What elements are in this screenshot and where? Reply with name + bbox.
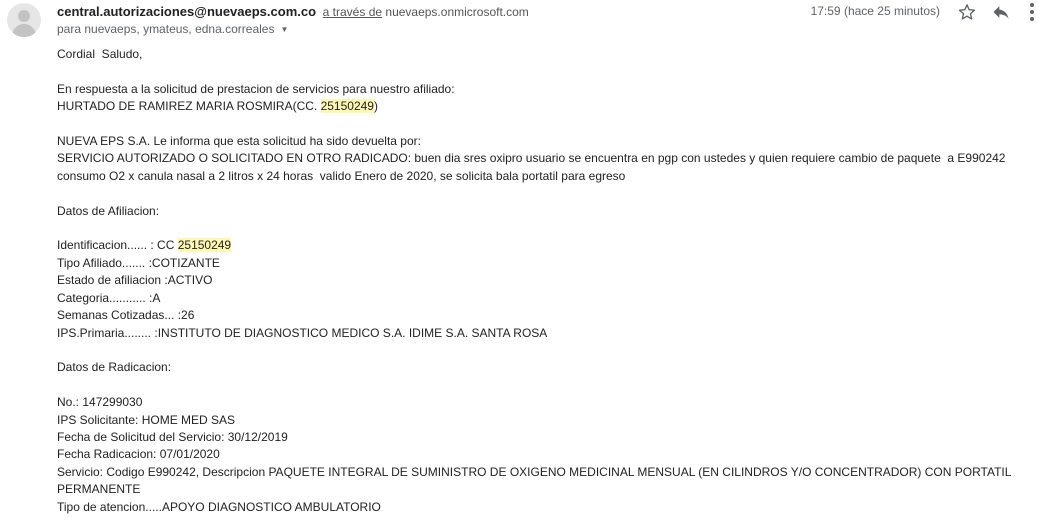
- affiliate-id-highlight[interactable]: 25150249: [320, 99, 374, 114]
- message-body: [57, 46, 1011, 516]
- avatar-head: [18, 10, 30, 22]
- affiliate-line: [57, 98, 1011, 115]
- greeting: Cordial Saludo,: [57, 47, 143, 61]
- semanas-cotizadas: Semanas Cotizadas... :26: [57, 308, 195, 323]
- via-info: [323, 5, 529, 19]
- servicio-text-2: PERMANENTE: [57, 482, 141, 497]
- chevron-down-icon[interactable]: ▼: [280, 25, 289, 34]
- identificacion-label: Identificacion...... : CC: [57, 238, 178, 253]
- via-link[interactable]: a través de: [322, 5, 383, 19]
- radication-title: Datos de Radicacion:: [57, 360, 172, 375]
- ips-primaria: IPS.Primaria........ :INSTITUTO DE DIAGNOSTICO MEDICO S.A. IDIME S.A. SANTA ROSA: [57, 325, 548, 340]
- avatar[interactable]: [7, 3, 41, 37]
- avatar-body: [12, 24, 36, 37]
- recipients-line[interactable]: [57, 21, 288, 38]
- identificacion-id-highlight[interactable]: 25150249: [177, 238, 232, 253]
- timestamp: 17:59 (hace 25 minutos): [810, 4, 940, 18]
- sender-email[interactable]: central.autorizaciones@nuevaeps.com.co: [57, 4, 317, 19]
- affiliate-name: HURTADO DE RAMIREZ MARIA ROSMIRA(CC.: [57, 99, 321, 114]
- servicio-text-1: Servicio: Codigo E990242, Descripcion PAQUETE INTEGRAL DE SUMINISTRO DE OXIGENO MEDICINAL MENSUAL (EN CILINDROS Y/O CONCENTRADOR) CON PORTATIL: [57, 464, 1012, 479]
- ips-solicitante: IPS Solicitante: HOME MED SAS: [57, 412, 236, 427]
- notice-text: NUEVA EPS S.A. Le informa que esta solicitud ha sido devuelta por:: [57, 134, 421, 149]
- identificacion-line: [57, 237, 1011, 254]
- star-button[interactable]: [955, 0, 979, 24]
- categoria: Categoria........... :A: [57, 290, 161, 305]
- reason-text-1: SERVICIO AUTORIZADO O SOLICITADO EN OTRO RADICADO: buen dia sres oxipro usuario se encuentra en pgp con ustedes y quien requiere cambio de paquete a E990242: [57, 151, 1006, 166]
- more-vert-icon: [1030, 3, 1034, 21]
- numero-radicado: No.: 147299030: [57, 395, 143, 410]
- sender-line: [57, 3, 529, 21]
- tipo-afiliado: Tipo Afiliado....... :COTIZANTE: [57, 255, 220, 270]
- via-domain: nuevaeps.onmicrosoft.com: [385, 5, 529, 19]
- reply-icon: [991, 2, 1011, 22]
- blank-line: [57, 377, 1011, 394]
- reason-text-2: consumo O2 x canula nasal a 2 litros x 24 horas valido Enero de 2020, se solicita bala portatil para egreso: [57, 168, 626, 183]
- more-options-button[interactable]: [1025, 0, 1039, 24]
- blank-line: [57, 116, 1011, 133]
- star-icon: [958, 3, 976, 21]
- blank-line: [57, 63, 1011, 80]
- affiliate-suffix: ): [373, 99, 378, 114]
- blank-line: [57, 185, 1011, 202]
- affiliation-title: Datos de Afiliacion:: [57, 203, 160, 218]
- fecha-radicacion: Fecha Radicacion: 07/01/2020: [57, 447, 220, 462]
- blank-line: [57, 342, 1011, 359]
- intro-text: En respuesta a la solicitud de prestacion de servicios para nuestro afiliado:: [57, 81, 455, 96]
- fecha-solicitud: Fecha de Solicitud del Servicio: 30/12/2019: [57, 429, 288, 444]
- tipo-atencion: Tipo de atencion.....APOYO DIAGNOSTICO AMBULATORIO: [57, 499, 381, 514]
- recipients: para nuevaeps, ymateus, edna.correales: [57, 22, 275, 36]
- blank-line: [57, 220, 1011, 237]
- estado-afiliacion: Estado de afiliacion :ACTIVO: [57, 273, 213, 288]
- reply-button[interactable]: [989, 0, 1013, 24]
